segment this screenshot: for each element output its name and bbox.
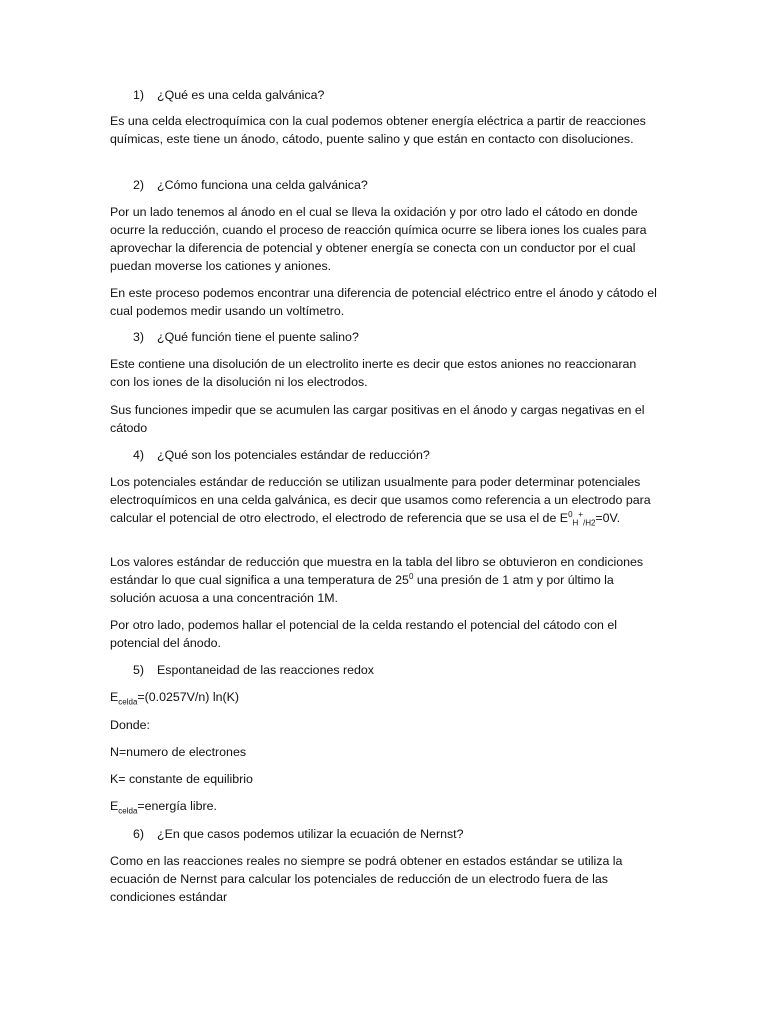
text-line: N=numero de electrones [110, 745, 247, 759]
formula-line-1 [110, 688, 658, 706]
paragraph-text: Los valores estándar de reducción que muestra en la tabla del libro se obtuvieron en condiciones estándar lo que cual significa a una temperatura de 25 [110, 555, 644, 587]
question-number: 4) [133, 448, 145, 462]
formula-line-2 [110, 797, 658, 815]
answer-paragraph-5: Sus funciones impedir que se acumulen las cargar positivas en el ánodo y cargas negativas en el cátodo [110, 403, 645, 435]
text-line: Donde: [110, 718, 150, 732]
question-number: 2) [133, 178, 145, 192]
formula-text: =(0.0257V/n) ln(K) [137, 690, 239, 704]
subscript: celda [118, 697, 138, 707]
text-line: K= constante de equilibrio [110, 772, 253, 786]
question-number: 3) [133, 330, 145, 344]
superscript: 0 [408, 571, 414, 581]
answer-paragraph-8: Por otro lado, podemos hallar el potencial de la celda restando el potencial del cátodo con el potencial del ánodo. [110, 618, 617, 650]
question-text: ¿En que casos podemos utilizar la ecuación de Nernst? [157, 827, 464, 841]
question-text: ¿Cómo funciona una celda galvánica? [157, 178, 368, 192]
question-text: ¿Qué son los potenciales estándar de reducción? [157, 448, 430, 462]
question-6 [133, 825, 464, 843]
question-text: Espontaneidad de las reacciones redox [157, 663, 374, 677]
paragraph-text: una presión de 1 atm y por último la solución acuosa a una concentración 1M. [110, 573, 614, 605]
paragraph-text: =0V. [595, 511, 621, 525]
question-3 [133, 328, 359, 346]
question-text: ¿Qué función tiene el puente salino? [157, 330, 359, 344]
paragraph-text: Los potenciales estándar de reducción se utilizan usualmente para poder determinar potenciales electroquímicos en una celda galvánica, es decir que usamos como referencia a un electrodo para calcular el potencial de otro electrodo, el electrodo de referencia que se usa el de E [110, 475, 651, 525]
formula-symbol: E [110, 799, 119, 813]
formula-symbol: E [110, 690, 119, 704]
superscript: 0 [568, 509, 573, 519]
answer-paragraph-6 [110, 473, 658, 527]
subscript: /H2 [582, 518, 596, 528]
subscript: celda [118, 806, 138, 816]
question-text: ¿Qué es una celda galvánica? [157, 88, 325, 102]
answer-paragraph-2: Por un lado tenemos al ánodo en el cual se lleva la oxidación y por otro lado el cátodo en donde ocurre la reducción, cuando el proceso de reacción química ocurre se libera iones los cuales para aprovechar la diferencia de potencial y obtener energía se conecta con un conductor por el cual puedan moverse los cationes y aniones. [110, 205, 647, 273]
question-2 [133, 176, 368, 194]
subscript: H [572, 518, 579, 528]
question-number: 1) [133, 88, 145, 102]
answer-paragraph-4: Este contiene una disolución de un electrolito inerte es decir que estos aniones no reaccionaran con los iones de la disolución ni los electrodos. [110, 357, 637, 389]
question-number: 6) [133, 827, 145, 841]
answer-paragraph-1: Es una celda electroquímica con la cual podemos obtener energía eléctrica a partir de reacciones químicas, este tiene un ánodo, cátodo, puente salino y que están en contacto con disoluciones. [110, 114, 646, 146]
question-4 [133, 446, 430, 464]
answer-paragraph-9: Como en las reacciones reales no siempre se podrá obtener en estados estándar se utiliza la ecuación de Nernst para calcular los potenciales de reducción de un electrodo fuera de las condiciones estándar [110, 854, 623, 904]
question-number: 5) [133, 663, 145, 677]
formula-text: =energía libre. [137, 799, 217, 813]
superscript: + [578, 509, 583, 519]
question-1 [133, 86, 324, 104]
question-5 [133, 661, 374, 679]
answer-paragraph-3: En este proceso podemos encontrar una diferencia de potencial eléctrico entre el ánodo y cátodo el cual podemos medir usando un voltímetro. [110, 286, 657, 318]
answer-paragraph-7 [110, 553, 658, 607]
